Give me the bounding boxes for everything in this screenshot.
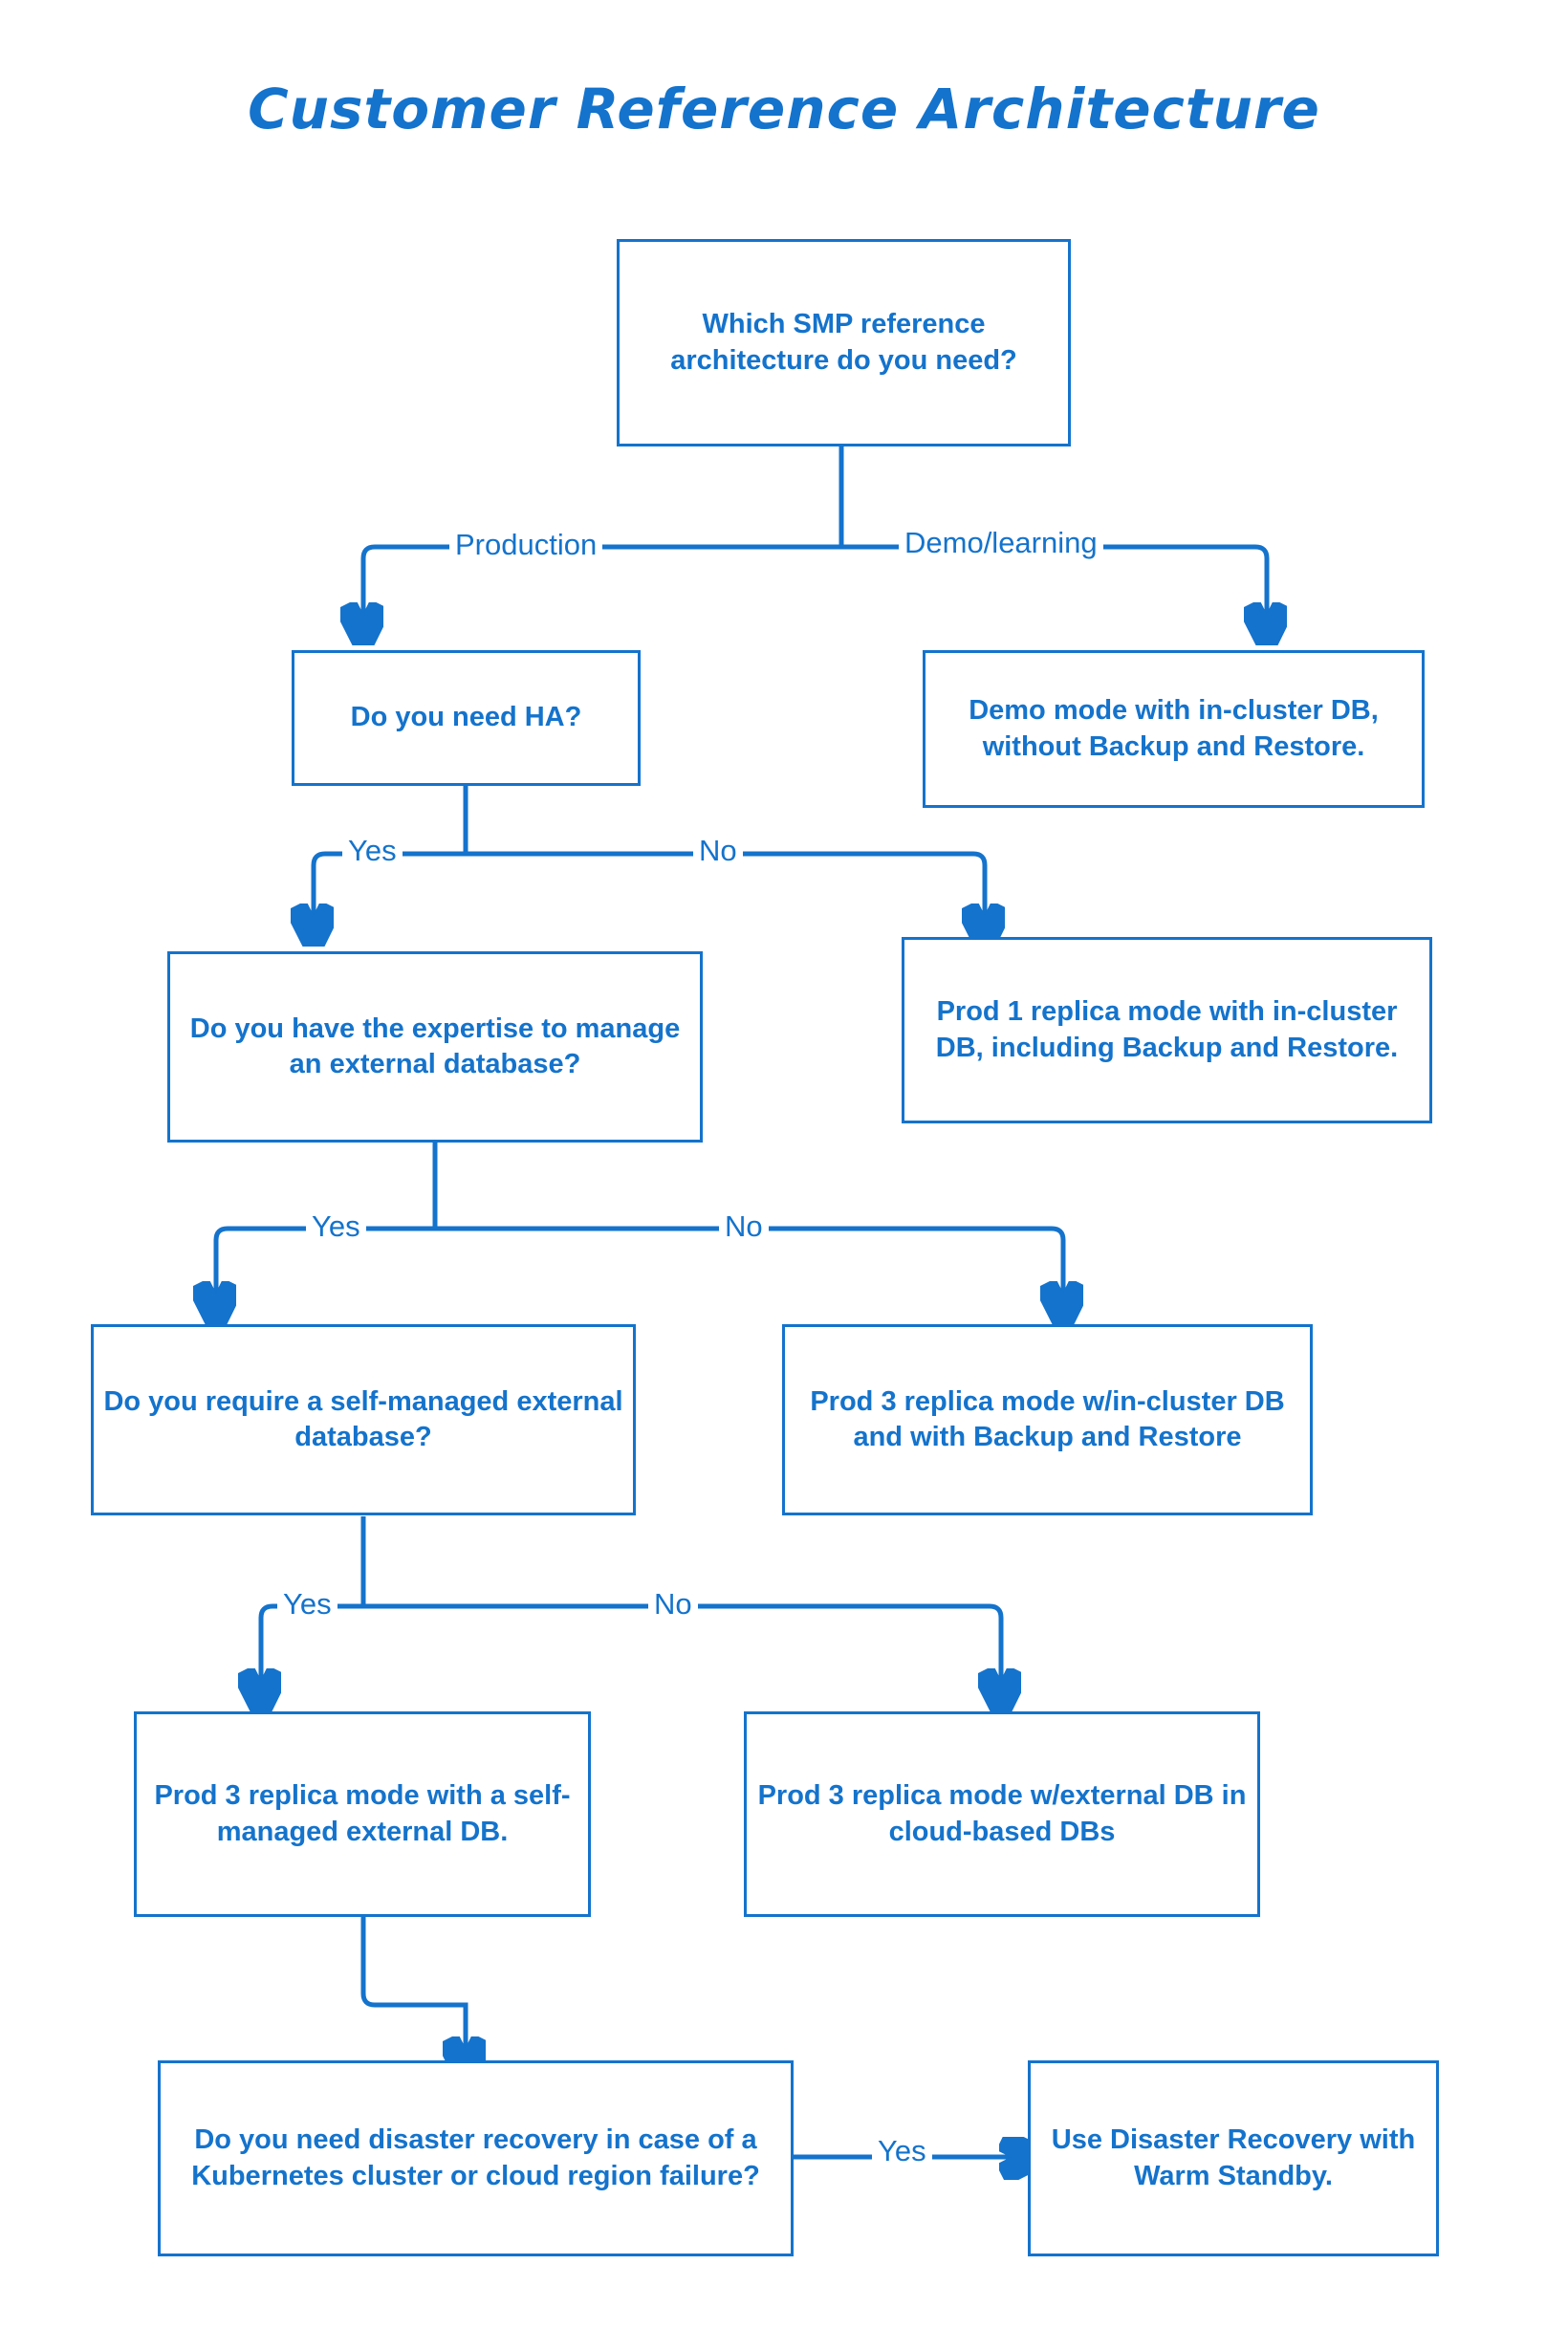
node-prod3-incluster (782, 1324, 1313, 1515)
edge-label-expertise-no: No (719, 1209, 769, 1244)
edge-label-ha-no: No (693, 834, 743, 868)
edge-label-production: Production (449, 528, 602, 562)
node-q-ha (292, 650, 641, 786)
edge-label-ha-yes: Yes (342, 834, 403, 868)
edge-label-expertise-yes: Yes (306, 1209, 366, 1244)
node-q-arch (617, 239, 1071, 446)
edge-label-demo-learning: Demo/learning (899, 526, 1103, 560)
node-demo (923, 650, 1425, 808)
node-label: Do you need disaster recovery in case of a Kubernetes cluster or cloud region failure? (191, 2124, 760, 2191)
node-label: Prod 3 replica mode w/external DB in cloud-based DBs (757, 1780, 1247, 1847)
node-label: Which SMP reference architecture do you need? (670, 309, 1017, 376)
node-disaster-recovery (1028, 2060, 1439, 2256)
edge-label-selfmanaged-no: No (648, 1587, 698, 1622)
node-q-expertise (167, 951, 703, 1143)
node-label: Prod 3 replica mode w/in-cluster DB and with Backup and Restore (810, 1385, 1285, 1452)
node-label: Demo mode with in-cluster DB, without Backup and Restore. (969, 695, 1379, 762)
node-prod3-selfmanaged (134, 1711, 591, 1917)
page-title: Customer Reference Architecture (248, 76, 1320, 142)
edge-label-selfmanaged-yes: Yes (277, 1587, 338, 1622)
node-prod1 (902, 937, 1432, 1123)
node-prod3-cloud (744, 1711, 1260, 1917)
node-label: Do you require a self-managed external database? (103, 1385, 623, 1452)
node-q-selfmanaged (91, 1324, 636, 1515)
node-q-disaster-recovery (158, 2060, 794, 2256)
node-label: Do you need HA? (350, 702, 582, 733)
node-label: Do you have the expertise to manage an external database? (189, 1013, 681, 1079)
node-label: Prod 3 replica mode with a self-managed external DB. (154, 1780, 571, 1847)
node-label: Use Disaster Recovery with Warm Standby. (1051, 2124, 1416, 2191)
node-label: Prod 1 replica mode with in-cluster DB, including Backup and Restore. (935, 996, 1399, 1063)
edge-label-dr-yes: Yes (872, 2134, 932, 2168)
